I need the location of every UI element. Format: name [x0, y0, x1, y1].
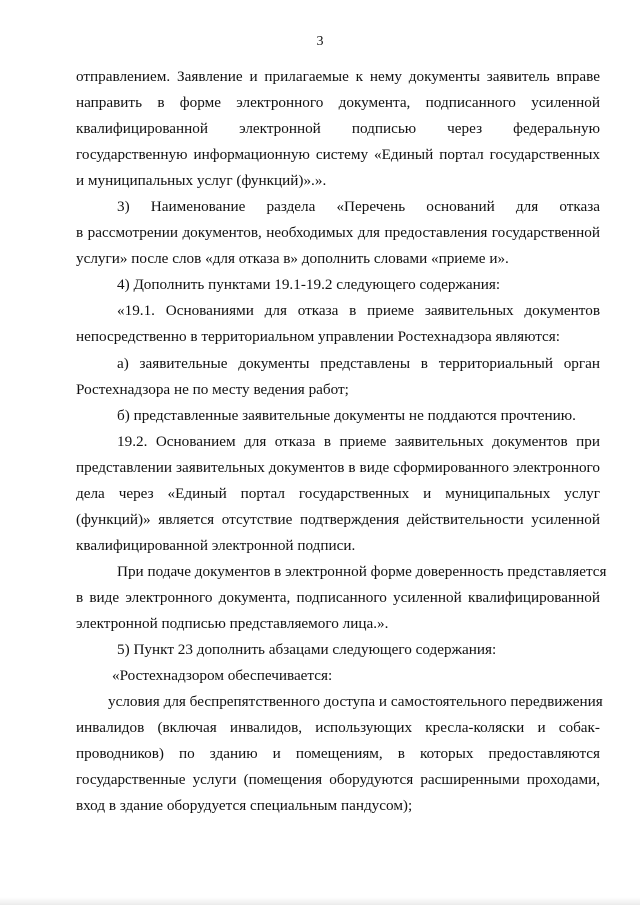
page-edge-shadow — [0, 897, 640, 905]
text-line: государственные услуги (помещения оборудуются расширенными проходами, — [76, 771, 600, 788]
text-line: а) заявительные документы представлены в территориальный орган — [117, 355, 600, 372]
text-line: «19.1. Основаниями для отказа в приеме заявительных документов — [117, 302, 600, 319]
text-line: и муниципальных услуг (функций)».». — [76, 172, 327, 189]
text-line: При подаче документов в электронной форме доверенность представляется — [117, 563, 607, 580]
text-line: 19.2. Основанием для отказа в приеме заявительных документов при — [117, 433, 600, 450]
text-line: инвалидов (включая инвалидов, использующих кресла-коляски и собак- — [76, 719, 600, 736]
text-line: квалифицированной электронной подписью через федеральную — [76, 120, 600, 137]
text-line: в виде электронного документа, подписанного усиленной квалифицированной — [76, 589, 600, 606]
text-line: в рассмотрении документов, необходимых для предоставления государственной — [76, 224, 600, 241]
text-line: государственную информационную систему «Единый портал государственных — [76, 146, 600, 163]
text-line: непосредственно в территориальном управлении Ростехнадзора являются: — [76, 328, 560, 345]
text-line: направить в форме электронного документа, подписанного усиленной — [76, 94, 600, 111]
text-line: условия для беспрепятственного доступа и самостоятельного передвижения — [108, 693, 603, 710]
text-line: электронной подписью представляемого лица.». — [76, 615, 389, 632]
text-line: «Ростехнадзором обеспечивается: — [112, 667, 333, 684]
text-line: услуги» после слов «для отказа в» дополнить словами «приеме и». — [76, 250, 509, 267]
text-line: 4) Дополнить пунктами 19.1-19.2 следующего содержания: — [117, 276, 501, 293]
text-line: вход в здание оборудуется специальным пандусом); — [76, 797, 413, 814]
text-line: дела через «Единый портал государственных и муниципальных услуг — [76, 485, 600, 502]
text-line: отправлением. Заявление и прилагаемые к нему документы заявитель вправе — [76, 68, 600, 85]
text-line: (функций)» является отсутствие подтверждения действительности усиленной — [76, 511, 600, 528]
text-line: 3) Наименование раздела «Перечень оснований для отказа — [117, 198, 600, 215]
page-number: 3 — [316, 34, 324, 49]
text-line: квалифицированной электронной подписи. — [76, 537, 356, 554]
text-line: проводников) по зданию и помещениям, в которых предоставляются — [76, 745, 600, 762]
text-line: 5) Пункт 23 дополнить абзацами следующего содержания: — [117, 641, 497, 658]
text-line: представлении заявительных документов в виде сформированного электронного — [76, 459, 600, 476]
text-line: б) представленные заявительные документы не поддаются прочтению. — [117, 407, 576, 424]
text-line: Ростехнадзора не по месту ведения работ; — [76, 381, 349, 398]
